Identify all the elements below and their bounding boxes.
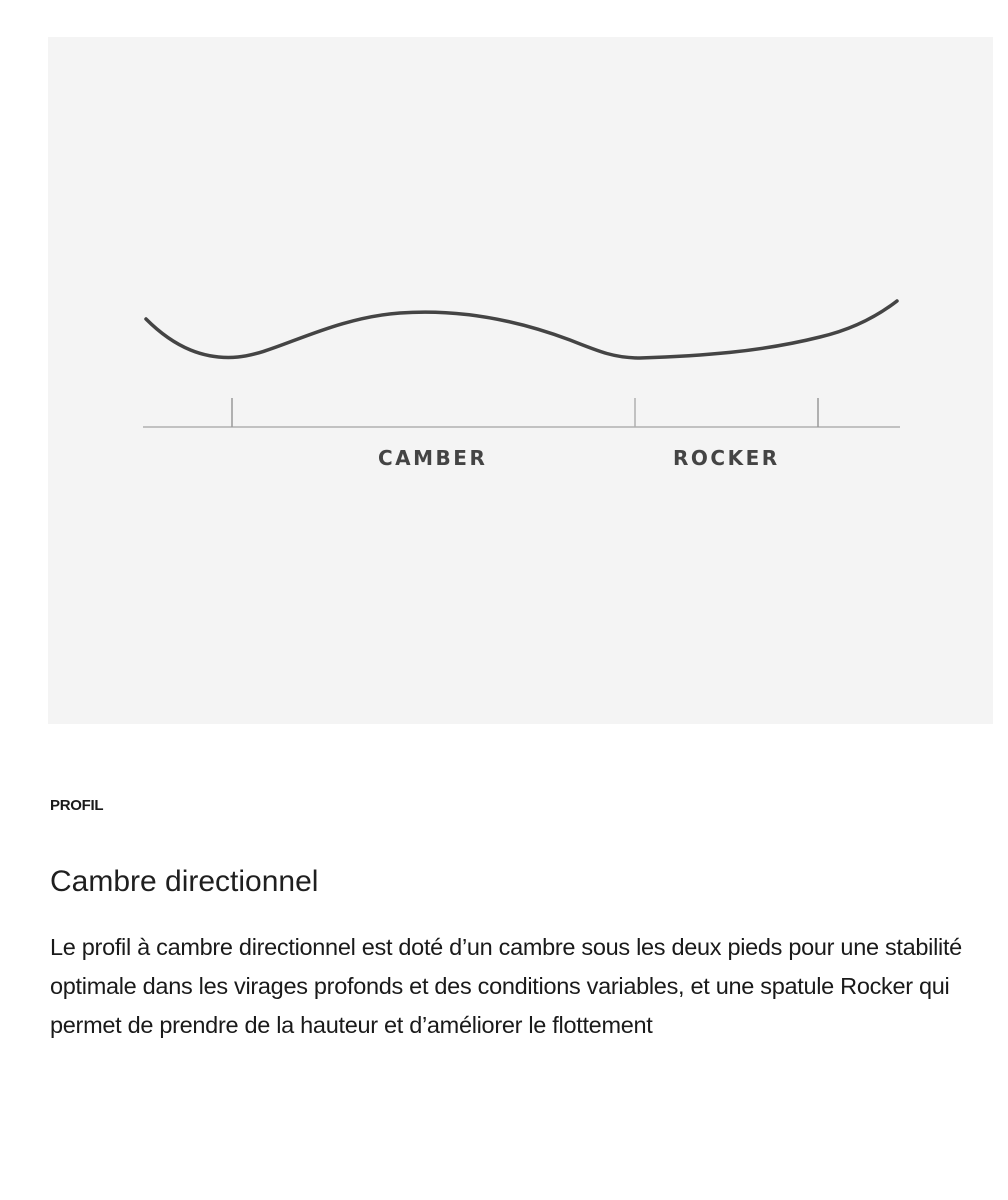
section-eyebrow: PROFIL: [50, 797, 104, 814]
rocker-label: ROCKER: [673, 446, 780, 470]
profile-title: Cambre directionnel: [50, 865, 319, 898]
board-profile-curve: [146, 301, 897, 358]
camber-label: CAMBER: [378, 446, 488, 470]
profile-description: Le profil à cambre directionnel est doté d’un cambre sous les deux pieds pour une stabilité optimale dans les virages profonds et des conditions variables, et une spatule Rocker qui permet de prendre de la hauteur et d’améliorer le flottement: [50, 934, 962, 1038]
